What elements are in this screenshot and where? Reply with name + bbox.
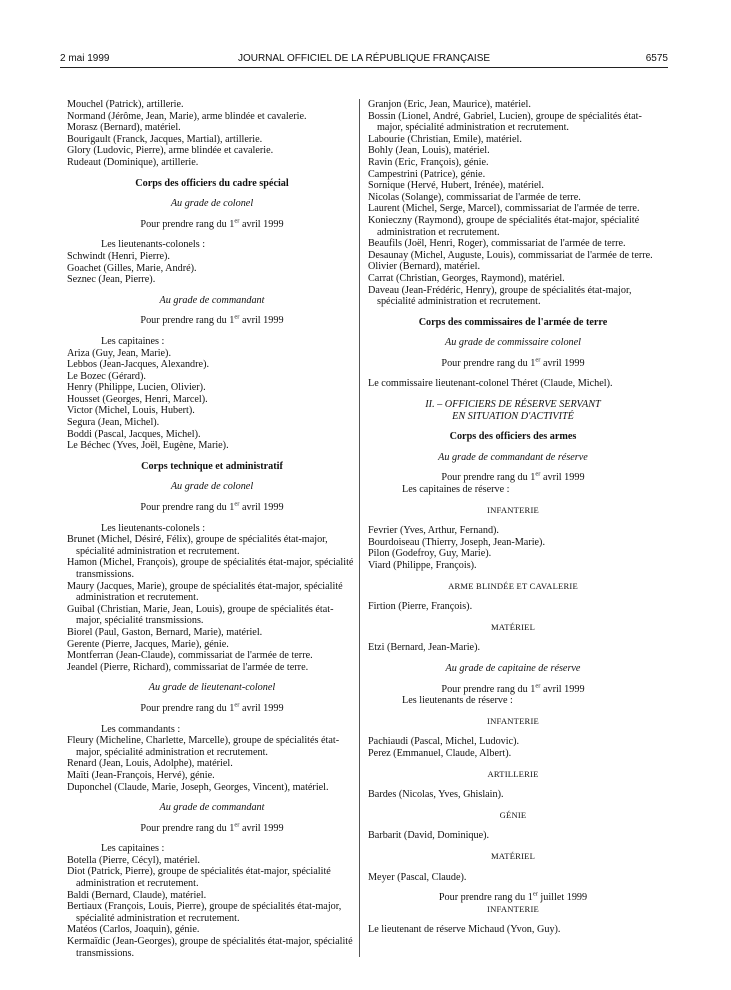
spacer — [67, 694, 357, 703]
branch-heading: INFANTERIE — [487, 715, 539, 726]
entry-line: Maïti (Jean-François, Hervé), génie. — [67, 769, 215, 781]
entry-line: Sornique (Hervé, Hubert, Irénée), matériel. — [368, 180, 544, 192]
entry-line: Segura (Jean, Michel). — [67, 417, 160, 429]
spacer — [368, 654, 658, 663]
spacer — [368, 915, 658, 924]
spacer — [368, 633, 658, 642]
rank-date-line: Pour prendre rang du 1er avril 1999 — [441, 471, 585, 484]
entry-line: Gerente (Pierre, Jacques, Marie), génie. — [67, 638, 229, 650]
group-label: Les lieutenants de réserve : — [402, 695, 513, 707]
spacer — [368, 349, 658, 358]
entry-line: Bourdoiseau (Thierry, Joseph, Jean-Marie). — [368, 536, 545, 548]
section-heading: Corps des commissaires de l'armée de terre — [418, 316, 608, 328]
spacer — [368, 572, 658, 581]
spacer — [67, 189, 357, 198]
entry-line: Desaunay (Michel, Auguste, Louis), commissariat de l'armée de terre. — [368, 249, 653, 261]
entry-line: Boddi (Pascal, Jacques, Michel). — [67, 428, 201, 440]
grade-heading: Au grade de commandant — [159, 802, 265, 814]
entry-line: Daveau (Jean-Frédéric, Henry), groupe de spécialités état-major, spécialité administration et recrutement. — [368, 284, 632, 308]
group-label: Les capitaines de réserve : — [402, 484, 510, 496]
entry-line: Bohly (Jean, Louis), matériel. — [368, 145, 490, 157]
entry-line: Bardes (Nicolas, Yves, Ghislain). — [368, 789, 504, 801]
entry-line: Seznec (Jean, Pierre). — [67, 274, 156, 286]
grade-heading: Au grade de colonel — [170, 481, 254, 493]
entry-line: Laurent (Michel, Serge, Marcel), commissariat de l'armée de terre. — [368, 203, 640, 215]
entry-line: Glory (Ludovic, Pierre), arme blindée et cavalerie. — [67, 145, 274, 157]
entry-line: Baldi (Bernard, Claude), matériel. — [67, 889, 207, 901]
rank-date-line: Pour prendre rang du 1er avril 1999 — [140, 313, 284, 327]
branch-heading: ARME BLINDÉE ET CAVALERIE — [448, 580, 578, 591]
page-header — [60, 53, 668, 67]
rank-date-line: Pour prendre rang du 1er avril 1999 — [441, 356, 585, 369]
spacer — [368, 780, 658, 789]
entry-line: Meyer (Pascal, Claude). — [368, 871, 467, 883]
header-title: JOURNAL OFFICIEL DE LA RÉPUBLIQUE FRANÇAISE — [237, 53, 491, 64]
spacer — [67, 793, 357, 802]
spacer — [368, 308, 658, 317]
spacer — [368, 328, 658, 337]
spacer — [67, 715, 357, 724]
entry-line: Labourie (Christian, Emile), matériel. — [368, 133, 522, 145]
rank-date-line: Pour prendre rang du 1er avril 1999 — [140, 821, 284, 834]
section-heading: Corps technique et administratif — [141, 460, 283, 472]
entry-line: Hamon (Michel, François), groupe de spécialités état-major, spécialité transmissions. — [67, 557, 354, 580]
spacer — [368, 516, 658, 525]
entry-line: Ravin (Eric, François), génie. — [368, 156, 489, 168]
spacer — [67, 286, 357, 295]
section-heading: Corps des officiers des armes — [449, 431, 577, 443]
grade-heading: Au grade de lieutenant-colonel — [148, 682, 276, 694]
entry-line: Jeandel (Pierre, Richard), commissariat de l'armée de terre. — [67, 661, 309, 673]
entry-line: Nicolas (Solange), commissariat de l'armée de terre. — [368, 191, 581, 203]
branch-heading: MATÉRIEL — [490, 621, 536, 632]
branch-heading: INFANTERIE — [487, 504, 539, 515]
entry-line: Carrat (Christian, Georges, Raymond), matériel. — [368, 272, 565, 284]
entry-line: Le Béchec (Yves, Joël, Eugène, Marie). — [67, 440, 229, 452]
rank-date-line: Pour prendre rang du 1er avril 1999 — [140, 701, 284, 714]
entry-line: Olivier (Bernard), matériel. — [368, 261, 481, 273]
spacer — [67, 673, 357, 682]
spacer — [368, 422, 658, 431]
spacer — [368, 760, 658, 769]
spacer — [67, 169, 357, 178]
spacer — [368, 821, 658, 830]
entry-line: Firtion (Pierre, François). — [368, 601, 473, 613]
spacer — [67, 472, 357, 481]
entry-line: Etzi (Bernard, Jean-Marie). — [368, 642, 481, 654]
spacer — [368, 863, 658, 872]
entry-line: Kermaïdic (Jean-Georges), groupe de spécialités état-major, spécialité transmissions. — [67, 936, 353, 959]
grade-heading: Au grade de capitaine de réserve — [445, 662, 581, 674]
branch-heading: MATÉRIEL — [490, 850, 536, 861]
spacer — [67, 306, 357, 315]
spacer — [368, 707, 658, 716]
entry-line: Fleury (Micheline, Charlette, Marcelle), groupe de spécialités état-major, spécialité administration et recrutement. — [67, 735, 340, 758]
spacer — [368, 592, 658, 601]
entry-line: Maury (Jacques, Marie), groupe de spécialités état-major, spécialité administration et recrutement. — [67, 580, 343, 604]
spacer — [67, 327, 357, 336]
entry-line: Normand (Jérôme, Jean, Marie), arme blindée et cavalerie. — [67, 110, 307, 122]
column-divider — [359, 99, 360, 957]
entry-line: Pachiaudi (Pascal, Michel, Ludovic). — [368, 736, 520, 748]
entry-line: Morasz (Bernard), matériel. — [67, 122, 181, 134]
entry-line: Goachet (Gilles, Marie, André). — [67, 262, 197, 274]
spacer — [67, 834, 357, 843]
spacer — [368, 727, 658, 736]
spacer — [67, 514, 357, 523]
entry-line: Beaufils (Joël, Henri, Roger), commissariat de l'armée de terre. — [368, 238, 626, 250]
entry-line: Mouchel (Patrick), artillerie. — [67, 99, 184, 110]
grade-heading: Au grade de commandant de réserve — [438, 451, 588, 463]
spacer — [67, 452, 357, 461]
rank-date-line: Pour prendre rang du 1er avril 1999 — [140, 500, 284, 514]
group-label: Les capitaines : — [101, 843, 165, 855]
spacer — [368, 369, 658, 378]
spacer — [368, 443, 658, 452]
entry-line: Viard (Philippe, François). — [368, 560, 477, 571]
entry-line: Victor (Michel, Louis, Hubert). — [67, 405, 195, 417]
entry-line: Lebbos (Jean-Jacques, Alexandre). — [67, 359, 210, 371]
entry-line: Le commissaire lieutenant-colonel Théret (Claude, Michel). — [368, 378, 613, 390]
spacer — [67, 814, 357, 823]
left-column — [67, 99, 357, 959]
entry-line: Biorel (Paul, Gaston, Bernard, Marie), matériel. — [67, 626, 263, 638]
grade-heading: EN SITUATION D'ACTIVITÉ — [452, 410, 574, 422]
branch-heading: ARTILLERIE — [487, 768, 539, 779]
header-date: 2 mai 1999 — [60, 53, 110, 64]
spacer — [368, 842, 658, 851]
grade-heading: Au grade de commandant — [159, 294, 265, 306]
entry-line: Bourigault (Franck, Jacques, Martial), artillerie. — [67, 133, 263, 145]
entry-line: Pilon (Godefroy, Guy, Marie). — [368, 548, 492, 560]
group-label: Les lieutenants-colonels : — [101, 522, 206, 534]
entry-line: Housset (Georges, Henri, Marcel). — [67, 393, 208, 405]
grade-heading: Au grade de colonel — [170, 198, 254, 210]
spacer — [368, 801, 658, 810]
spacer — [67, 230, 357, 239]
rank-date-line: Pour prendre rang du 1er avril 1999 — [441, 682, 585, 695]
spacer — [67, 493, 357, 502]
branch-heading: GÉNIE — [499, 809, 527, 820]
group-label: Les lieutenants-colonels : — [101, 239, 206, 251]
grade-heading: II. – OFFICIERS DE RÉSERVE SERVANT — [425, 399, 601, 411]
entry-line: Le lieutenant de réserve Michaud (Yvon, Guy). — [368, 924, 561, 936]
spacer — [368, 883, 658, 892]
entry-line: Campestrini (Patrice), génie. — [368, 168, 486, 180]
entry-line: Matéos (Carlos, Joaquin), génie. — [67, 924, 200, 936]
spacer — [67, 210, 357, 219]
header-page-number: 6575 — [645, 53, 668, 64]
grade-heading: Au grade de commissaire colonel — [445, 337, 581, 349]
entry-line: Duponchel (Claude, Marie, Joseph, Georges, Vincent), matériel. — [67, 781, 329, 793]
spacer — [368, 496, 658, 505]
entry-line: Bossin (Lionel, André, Gabriel, Lucien), groupe de spécialités état-major, spécialité administration et recrutement. — [368, 110, 642, 134]
entry-line: Le Bozec (Gérard). — [67, 370, 146, 382]
entry-line: Konieczny (Raymond), groupe de spécialités état-major, spécialité administration et recrutement. — [368, 214, 640, 238]
entry-line: Barbarit (David, Dominique). — [368, 830, 490, 842]
entry-line: Diot (Patrick, Pierre), groupe de spécialités état-major, spécialité administration et recrutement. — [67, 866, 331, 890]
entry-line: Brunet (Michel, Désiré, Félix), groupe de spécialités état-major, spécialité administration et recrutement. — [67, 534, 328, 557]
section-heading: Corps des officiers du cadre spécial — [135, 177, 289, 189]
right-column — [368, 99, 658, 936]
entry-line: Granjon (Eric, Jean, Maurice), matériel. — [368, 99, 531, 110]
group-label: Les commandants : — [101, 723, 181, 735]
spacer — [368, 675, 658, 684]
entry-line: Schwindt (Henri, Pierre). — [67, 250, 170, 262]
entry-line: Guibal (Christian, Marie, Jean, Louis), groupe de spécialités état-major, spécialité transmissions. — [67, 603, 334, 627]
entry-line: Montferran (Jean-Claude), commissariat de l'armée de terre. — [67, 650, 313, 662]
entry-line: Bertiaux (François, Louis, Pierre), groupe de spécialités état-major, spécialité administration et recrutement. — [67, 901, 342, 924]
entry-line: Henry (Philippe, Lucien, Olivier). — [67, 382, 206, 394]
rank-date-line: Pour prendre rang du 1er avril 1999 — [140, 217, 284, 230]
rank-date-line: Pour prendre rang du 1er juillet 1999 — [438, 890, 588, 904]
entry-line: Ariza (Guy, Jean, Marie). — [67, 347, 171, 359]
entry-line: Botella (Pierre, Cécyl), matériel. — [67, 854, 200, 866]
header-rule — [60, 67, 668, 68]
group-label: Les capitaines : — [101, 335, 165, 347]
spacer — [368, 390, 658, 399]
entry-line: Fevrier (Yves, Arthur, Fernand). — [368, 525, 499, 537]
spacer — [368, 613, 658, 622]
entry-line: Rudeaut (Dominique), artillerie. — [67, 156, 199, 168]
entry-line: Perez (Emmanuel, Claude, Albert). — [368, 747, 512, 759]
branch-heading: INFANTERIE — [487, 903, 539, 914]
entry-line: Renard (Jean, Louis, Adolphe), matériel. — [67, 758, 233, 770]
